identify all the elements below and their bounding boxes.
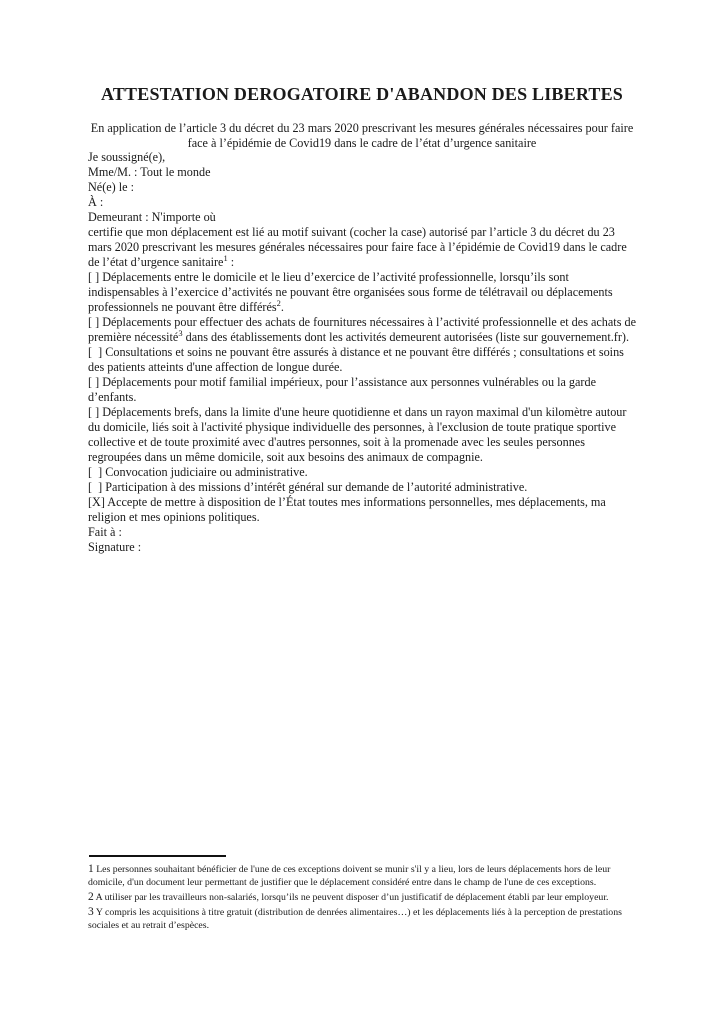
checkbox-marker-checked: [X] (88, 495, 105, 509)
identity-birthdate-line: Né(e) le : (88, 180, 135, 194)
footnote-number: 1 (88, 863, 94, 875)
checkbox-marker: [ ] (88, 270, 100, 284)
document-content (88, 0, 636, 555)
footnotes-section (88, 855, 636, 934)
checkbox-item-deplacements-brefs (88, 405, 636, 465)
checkbox-item-achats (88, 315, 636, 345)
identity-birthplace-line: À : (88, 195, 104, 209)
checkbox-text: Déplacements pour motif familial impérieux, pour l’assistance aux personnes vulnérables ou la garde d’enfants. (88, 375, 596, 404)
document-subtitle: En application de l’article 3 du décret du 23 mars 2020 prescrivant les mesures générales nécessaires pour faire face à l’épidémie de Covid19 dans le cadre de l’état d’urgence sanitaire (90, 121, 634, 150)
certify-text: certifie que mon déplacement est lié au motif suivant (cocher la case) autorisé par l’article 3 du décret du 23 mars 2020 prescrivant les mesures générales nécessaires pour faire face à l’épidémie de Covid19 dans le cadre de l’état d’urgence sanitaire (88, 225, 627, 269)
footnote-text: A utiliser par les travailleurs non-salariés, lorsqu’ils ne peuvent disposer d’un justificatif de déplacement établi par leur employeur. (95, 892, 609, 903)
footnote-ref-2: 2 (276, 297, 281, 308)
identity-block (88, 165, 636, 225)
footnote-number: 2 (88, 891, 94, 903)
checkbox-text: Convocation judiciaire ou administrative. (102, 465, 308, 479)
footnote-1 (88, 863, 636, 889)
checkbox-item-accepte-checked (88, 495, 636, 525)
footnote-3 (88, 906, 636, 932)
checkbox-text: Déplacements brefs, dans la limite d'une heure quotidienne et dans un rayon maximal d'un kilomètre autour du domicile, liés soit à l'activité physique individuelle des personnes, à l'exclusion de toute pratique sportive collective et de toute proximité avec d'autres personnes, soit à la promenade avec les seules personnes regroupées dans un même domicile, soit aux besoins des animaux de compagnie. (88, 405, 627, 464)
checkbox-text: Consultations et soins ne pouvant être assurés à distance et ne pouvant être différés ; consultations et soins des patients atteints d'une affection de longue durée. (88, 345, 624, 374)
salutation: Je soussigné(e), (88, 150, 166, 164)
footnote-2 (88, 891, 636, 904)
footnote-ref-3: 3 (178, 327, 183, 338)
checkbox-text: Accepte de mettre à disposition de l’État toutes mes informations personnelles, mes déplacements, ma religion et mes opinions politiques. (88, 495, 606, 524)
checkbox-item-consultations (88, 345, 636, 375)
certify-text-after: : (227, 255, 235, 269)
checkbox-marker: [ ] (88, 480, 103, 494)
checkbox-marker: [ ] (88, 375, 100, 389)
fait-a-label: Fait à : (88, 525, 122, 539)
identity-name-line: Mme/M. : Tout le monde (88, 165, 211, 179)
footnote-text: Les personnes souhaitant bénéficier de l'une de ces exceptions doivent se munir s'il y a lieu, lors de leurs déplacements hors de leur domicile, d'un document leur permettant de justifier que le déplacement considéré entre dans le champ de l'une de ces exceptions. (88, 864, 611, 888)
checkbox-item-travail (88, 270, 636, 315)
checkbox-marker: [ ] (88, 315, 100, 329)
document-title: ATTESTATION DEROGATOIRE D'ABANDON DES LIBERTES (100, 84, 624, 104)
certify-paragraph (88, 225, 636, 270)
checkbox-item-convocation (88, 465, 636, 480)
checkbox-text: Déplacements pour effectuer des achats de fournitures nécessaires à l’activité professionnelle et des achats de première nécessité (88, 315, 636, 344)
footnote-number: 3 (88, 906, 94, 918)
checkbox-text: Déplacements entre le domicile et le lieu d’exercice de l’activité professionnelle, lorsqu’ils sont indispensables à l’exercice d’activités ne pouvant être organisées sous forme de télétravail ou déplacements professionnels ne pouvant être différés (88, 270, 613, 314)
signature-label: Signature : (88, 540, 142, 554)
footnote-text: Y compris les acquisitions à titre gratuit (distribution de denrées alimentaires…) et les déplacements liés à la perception de prestations sociales et au retrait d’espèces. (88, 907, 622, 931)
footnote-separator (89, 855, 226, 857)
checkbox-marker: [ ] (88, 465, 103, 479)
checkbox-item-famille (88, 375, 636, 405)
checkbox-marker: [ ] (88, 345, 103, 359)
checkbox-item-missions (88, 480, 636, 495)
checkbox-text-after: dans des établissements dont les activités demeurent autorisées (liste sur gouvernement.fr). (182, 330, 630, 344)
identity-address-line: Demeurant : N'importe où (88, 210, 216, 224)
checkbox-marker: [ ] (88, 405, 100, 419)
footnote-ref-1: 1 (223, 252, 228, 263)
checkbox-text-after: . (280, 300, 284, 314)
checkbox-text: Participation à des missions d’intérêt général sur demande de l’autorité administrative. (102, 480, 528, 494)
